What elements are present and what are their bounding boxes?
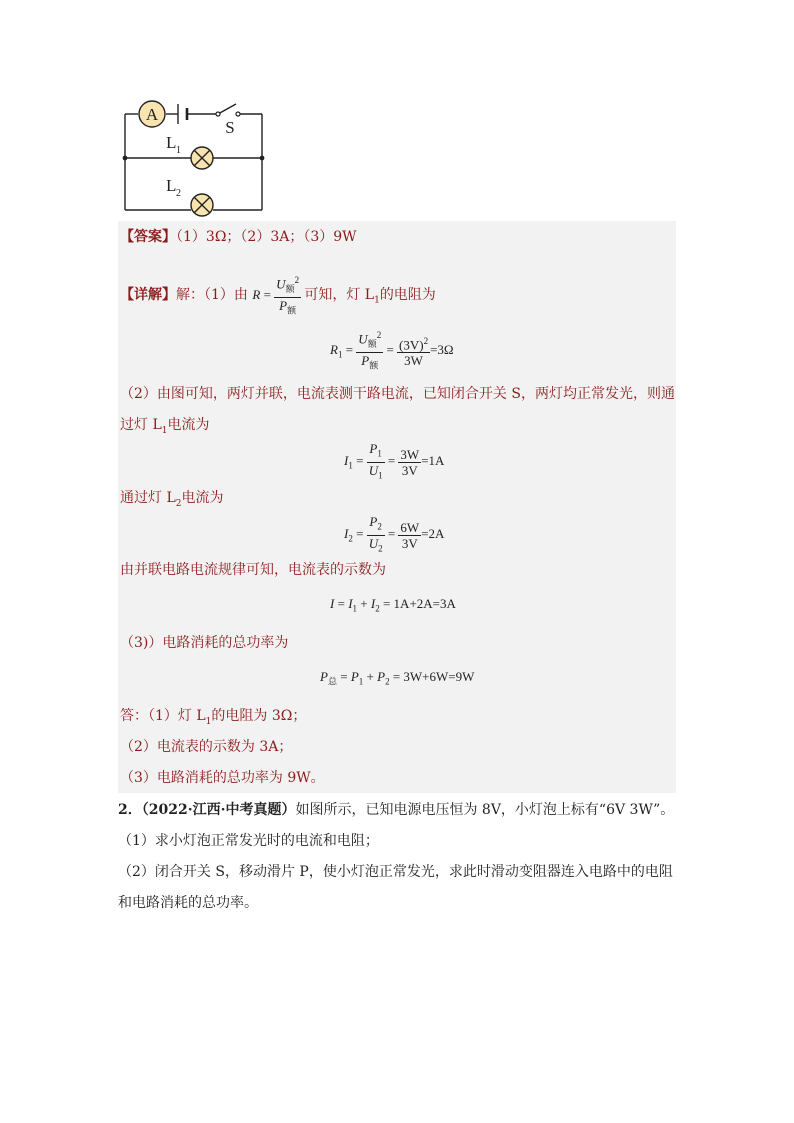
- detail-intro-b: 可知，灯 L: [304, 286, 375, 303]
- conclusion-3: （3）电路消耗的总功率为 9W。: [120, 770, 325, 786]
- eq3-den: 3V: [401, 535, 418, 551]
- lamp2-label: L: [166, 176, 177, 195]
- question2-part2-line1: （2）闭合开关 S，移动滑片 P，使小灯泡正常发光，求此时滑动变阻器连入电路中的电阻: [118, 864, 673, 880]
- circuit-diagram: [118, 92, 278, 222]
- junction-left: [123, 156, 128, 161]
- question2-part2-line2: 和电路消耗的总功率。: [118, 895, 258, 911]
- equation-i1: $I_1$ = $\frac{P_1}{U_1}$ = $\frac{3W}{3V}$ =1A: [344, 441, 445, 481]
- inline-formula-r: R = $\frac{U_额^2}{P_额}$: [252, 275, 300, 316]
- eq1-mid: (3V): [399, 336, 424, 352]
- equation-r1: $R_1$ = $\frac{U_额^2}{P_额}$ = $\frac{(3V)^2}{3W}$ =3Ω: [330, 330, 454, 371]
- eq2-den: 3V: [401, 462, 418, 478]
- eq3-num: 6W: [400, 519, 420, 535]
- conclusion-1: [120, 706, 306, 732]
- part2-line2-a: 过灯 L: [120, 417, 162, 433]
- equation-i2: $I_2$ = $\frac{P_2}{U_2}$ = $\frac{6W}{3V}$ =2A: [344, 514, 445, 554]
- eq1-result: =3Ω: [430, 341, 454, 357]
- lamp1-label: L: [166, 133, 177, 152]
- conclusion1-a: 答：（1）灯 L: [120, 708, 206, 724]
- equation-p-total: $P_总 = P_1 + P_2 = 3W+6W=9W$: [320, 669, 475, 687]
- l2-line-b: 电流为: [181, 490, 224, 506]
- detail-intro-c: 的电阻为: [379, 286, 436, 303]
- lamp1-subscript: 1: [176, 145, 181, 156]
- conclusion1-sub: 1: [205, 716, 212, 727]
- question2-source: （2022·江西·中考真题）: [141, 802, 296, 818]
- question2-part1: （1）求小灯泡正常发光时的电流和电阻；: [118, 833, 379, 849]
- switch-lever: [218, 104, 236, 114]
- eq3-result: =2A: [421, 526, 445, 542]
- part3-line: （3)）电路消耗的总功率为: [120, 635, 289, 651]
- conclusion1-b: 的电阻为 3Ω；: [211, 708, 307, 724]
- equation-i-total: $I = I_1 + I_2 = 1A+2A=3A$: [330, 596, 456, 614]
- eq5-rhs: = 3W+6W=9W: [392, 669, 475, 684]
- eq2-result: =1A: [421, 453, 445, 469]
- detail-intro-sub: 1: [374, 295, 380, 306]
- ammeter-label: A: [145, 105, 159, 124]
- part2-line2-sub: 1: [161, 425, 168, 436]
- conclusion-2: （2）电流表的示数为 3A；: [120, 739, 293, 755]
- eq1-den: 3W: [404, 352, 423, 368]
- question2-stem: [118, 800, 674, 820]
- part2-line1: （2）由图可知，两灯并联，电流表测干路电流，已知闭合开关 S，两灯均正常发光，则通: [120, 386, 675, 402]
- switch-label: S: [225, 118, 235, 137]
- part2-line2: [120, 415, 209, 441]
- answer-line: [120, 227, 357, 247]
- question2-text: 如图所示，已知电源电压恒为 8V，小灯泡上标有“6V 3W”。: [295, 802, 675, 818]
- parallel-line: 由并联电路电流规律可知，电流表的示数为: [120, 562, 386, 578]
- question2-number: 2．: [118, 802, 142, 818]
- detail-intro-a: 解：（1）由: [176, 286, 248, 303]
- answer-tag: 【答案】: [120, 229, 176, 245]
- detail-tag: 【详解】: [120, 286, 176, 303]
- eq4-rhs: = 1A+2A=3A: [382, 596, 456, 611]
- l2-line-sub: 2: [175, 498, 182, 509]
- junction-right: [260, 156, 265, 161]
- answer-text: （1）3Ω；（2）3A；（3）9W: [176, 229, 357, 245]
- l2-line: [120, 488, 223, 514]
- lamp2-subscript: 2: [176, 188, 181, 199]
- eq2-num: 3W: [400, 446, 420, 462]
- part2-line2-b: 电流为: [167, 417, 210, 433]
- detail-intro: [120, 273, 436, 319]
- l2-line-a: 通过灯 L: [120, 490, 176, 506]
